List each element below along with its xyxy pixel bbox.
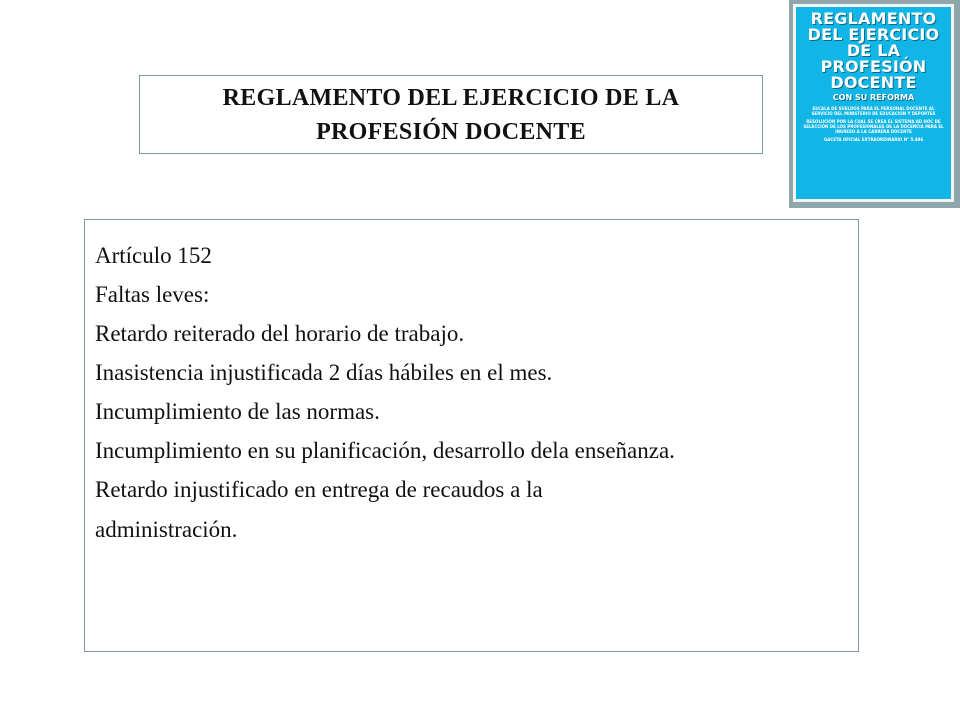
book-cover-subtitle: CON SU REFORMA xyxy=(832,93,915,102)
book-cover-fine-print: RESOLUCIÓN POR LA CUAL SE CREA EL SISTEMA AD HOC DE SELECCIÓN DE LOS PROFESIONALES DE LA DOCENCIA PARA EL INGRESO A LA CARRERA DOCENTE xyxy=(803,119,944,134)
book-cover-title-line: REGLAMENTO xyxy=(810,9,937,28)
article-item: Retardo injustificado en entrega de recaudos a la xyxy=(95,477,543,502)
book-cover-fine-print: GACETA OFICIAL EXTRAORDINARIO N° 5.496 xyxy=(823,137,924,142)
book-cover-front xyxy=(793,4,954,202)
article-heading: Artículo 152 xyxy=(95,243,212,268)
article-item: Inasistencia injustificada 2 días hábiles en el mes. xyxy=(95,360,553,385)
page-title-line-2: PROFESIÓN DOCENTE xyxy=(316,118,586,145)
article-item: Retardo reiterado del horario de trabajo. xyxy=(95,321,465,346)
book-cover-fine-print: ESCALA DE SUELDOS PARA EL PERSONAL DOCENTE AL SERVICIO DEL MINISTERIO DE EDUCACIÓN Y DEPORTES xyxy=(811,106,936,116)
book-cover-title-line: DOCENTE xyxy=(830,73,917,92)
book-cover-image xyxy=(789,0,960,208)
book-cover-title xyxy=(802,11,945,91)
article-item: Incumplimiento de las normas. xyxy=(95,399,380,424)
article-item-continuation: administración. xyxy=(95,517,238,542)
article-box xyxy=(84,219,859,652)
article-subheading: Faltas leves: xyxy=(95,282,210,307)
book-cover-title-line: PROFESIÓN xyxy=(820,57,927,76)
page-title-line-1: REGLAMENTO DEL EJERCICIO DE LA xyxy=(222,84,680,111)
page-title xyxy=(223,81,680,149)
book-cover-title-line: DE LA xyxy=(846,41,901,60)
title-box xyxy=(139,75,763,154)
article-item: Incumplimiento en su planificación, desarrollo dela enseñanza. xyxy=(95,438,675,463)
book-cover-title-line: DEL EJERCICIO xyxy=(807,25,940,44)
